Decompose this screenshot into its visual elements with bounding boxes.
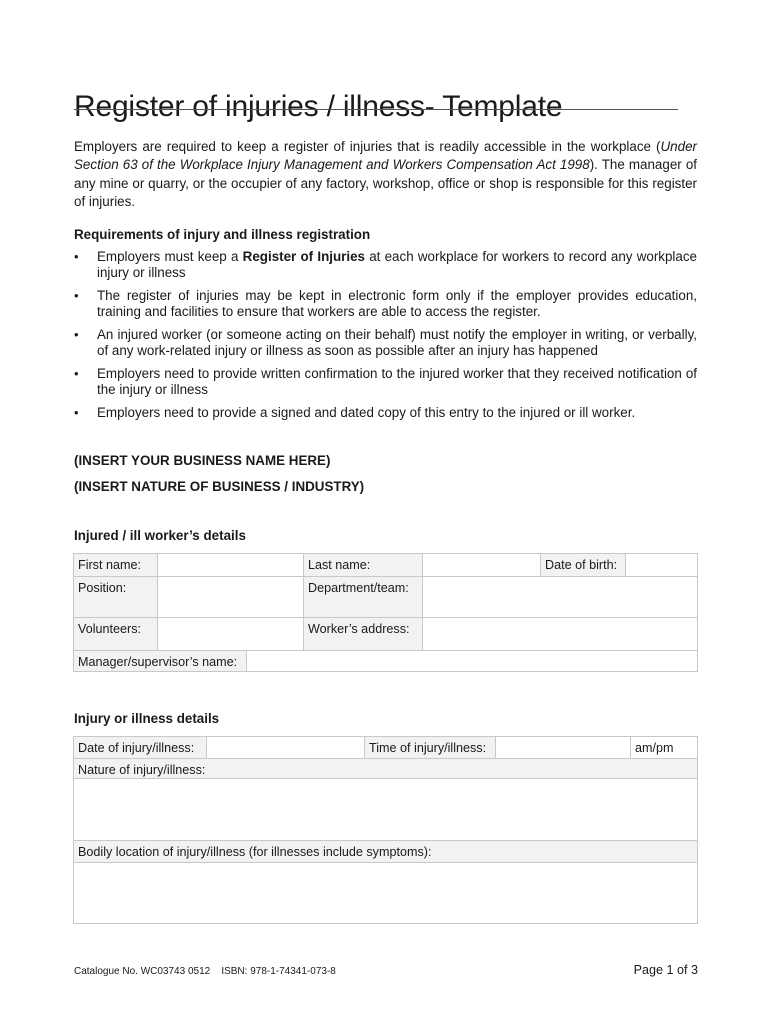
requirements-heading: Requirements of injury and illness registration [74,227,371,242]
requirement-bullet [74,249,697,281]
department-label: Department/team: [304,577,423,618]
page-number: Page 1 of 3 [633,963,698,977]
requirement-bullet: • The register of injuries may be kept in electronic form only if the employer provides education, training and facilities to ensure that workers are able to access the register. [74,288,697,320]
requirement-bullet: • An injured worker (or someone acting on their behalf) must notify the employer in writing, or verbally, of any work-related injury or illness as soon as possible after an injury has happened [74,327,697,359]
manager-field[interactable] [247,651,697,671]
volunteers-label: Volunteers: [74,618,158,651]
bullet1-post: at each workplace for workers to record any workplace injury or illness [97,249,698,280]
first-name-label: First name: [74,554,158,577]
injury-time-field[interactable] [496,737,631,759]
intro-part2: ). The manager of any mine or quarry, or the occupier of any factory, workshop, office or shop is responsible for this register of injuries. [74,157,697,209]
volunteers-field[interactable] [158,618,304,651]
injury-date-field[interactable] [207,737,365,759]
last-name-label: Last name: [304,554,423,577]
catalogue-number: Catalogue No. WC03743 0512 ISBN: 978-1-74341-073-8 [74,966,336,977]
injury-details-heading: Injury or illness details [74,711,220,726]
last-name-field[interactable] [423,554,541,577]
first-name-field[interactable] [158,554,304,577]
date-of-birth-field[interactable] [626,554,697,577]
department-field[interactable] [423,577,697,618]
worker-details-table [73,553,698,672]
intro-act-reference: Under Section 63 of the Workplace Injury Management and Workers Compensation Act 1998 [74,139,697,173]
injury-time-label: Time of injury/illness: [365,737,496,759]
intro-paragraph [74,138,697,211]
injury-details-table [73,736,698,924]
nature-field[interactable] [74,779,697,841]
bullet1-pre: Employers must keep a [97,249,243,264]
requirements-list [74,249,697,421]
bodily-location-field[interactable] [74,863,697,923]
bodily-location-label: Bodily location of injury/illness (for illnesses include symptoms): [74,841,697,863]
address-field[interactable] [423,618,697,651]
injury-date-label: Date of injury/illness: [74,737,207,759]
address-label: Worker’s address: [304,618,423,651]
business-nature-placeholder: (INSERT NATURE OF BUSINESS / INDUSTRY) [74,479,365,494]
title-underline [74,109,678,110]
position-field[interactable] [158,577,304,618]
bullet1-bold: Register of Injuries [242,249,365,264]
intro-part1: Employers are required to keep a register of injuries that is readily accessible in the workplace ( [74,139,661,154]
requirement-bullet: • Employers need to provide a signed and dated copy of this entry to the injured or ill worker. [74,405,697,421]
worker-details-heading: Injured / ill worker’s details [74,528,246,543]
requirement-bullet: • Employers need to provide written confirmation to the injured worker that they received notification of the injury or illness [74,366,697,398]
am-pm-label[interactable]: am/pm [631,737,697,759]
page-title: Register of injuries / illness- Template [74,90,563,124]
date-of-birth-label: Date of birth: [541,554,626,577]
nature-label: Nature of injury/illness: [74,759,697,779]
manager-label: Manager/supervisor’s name: [74,651,247,671]
business-name-placeholder: (INSERT YOUR BUSINESS NAME HERE) [74,453,331,468]
position-label: Position: [74,577,158,618]
